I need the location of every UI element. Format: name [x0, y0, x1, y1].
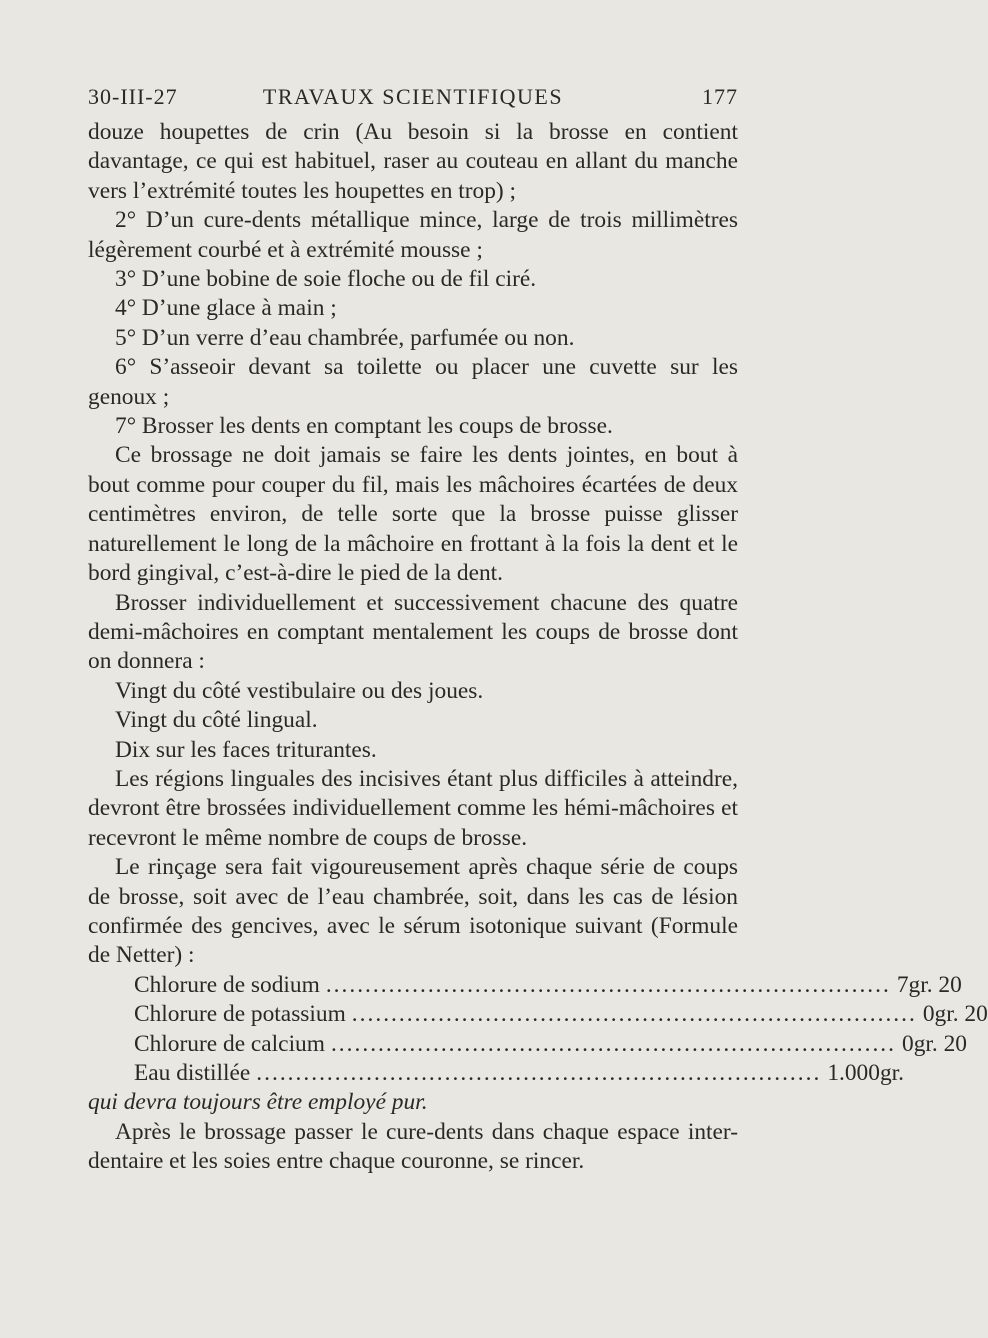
leader-dots: ........................................................................ [325, 971, 891, 998]
closing-paragraph: Après le brossage passer le cure-dents dans chaque espace inter-dentaire et les soies entre chaque couronne, se rincer. [88, 1118, 738, 1175]
paragraph: Brosser individuellement et successivement chacune des quatre demi-mâchoires en comptant mentalement les coups de brosse dont on donnera : [88, 589, 738, 675]
formula-unit: gr. 20 [913, 1030, 967, 1057]
paragraph: Vingt du côté lingual. [115, 707, 318, 734]
header-date: 30-III-27 [88, 84, 178, 109]
page-body [88, 118, 988, 1177]
paragraph: Ce brossage ne doit jamais se faire les dents jointes, en bout à bout comme pour couper du fil, mais les mâchoires écartées de deux centimètres environ, de telle sorte que la brosse puisse glisser naturellement le long de la mâchoire en frottant à la fois la dent et le bord gingival, c’est-à-dire le pied de la dent. [88, 442, 738, 587]
formula-quantity: 7 [896, 971, 909, 998]
paragraph: Les régions linguales des incisives étant plus difficiles à atteindre, devront être brossées individuellement comme les hémi-mâchoires et recevront le même nombre de coups de brosse. [88, 765, 738, 851]
formula-unit: gr. 20 [934, 1001, 988, 1028]
formula-quantity: 1.000 [827, 1059, 880, 1086]
paragraph: Vingt du côté vestibulaire ou des joues. [115, 677, 484, 704]
formula-ingredient: Eau distillée [134, 1059, 251, 1086]
list-item-6: 6° S’asseoir devant sa toilette ou placer une cuvette sur les genoux ; [88, 354, 738, 410]
formula-note: qui devra toujours être employé pur. [88, 1089, 428, 1116]
formula-ingredient: Chlorure de calcium [134, 1030, 325, 1057]
formula-row [134, 1000, 988, 1029]
formula-quantity: 0 [922, 1001, 935, 1028]
leader-dots: ........................................................................ [256, 1059, 822, 1086]
leader-dots: ........................................................................ [330, 1030, 896, 1057]
list-item-5: 5° D’un verre d’eau chambrée, parfumée ou non. [115, 324, 575, 351]
paragraph: Le rinçage sera fait vigoureusement après chaque série de coups de brosse, soit avec de l’eau chambrée, soit, dans les cas de lésion confirmée des gencives, avec le sérum isotonique suivant (Formule de Netter) : [88, 854, 738, 969]
formula-row [134, 1059, 904, 1088]
formula-table [88, 971, 988, 1089]
paragraph: Dix sur les faces triturantes. [115, 736, 377, 763]
list-item-3: 3° D’une bobine de soie floche ou de fil ciré. [115, 266, 537, 293]
list-item-4: 4° D’une glace à main ; [115, 295, 337, 322]
paragraph: douze houpettes de crin (Au besoin si la brosse en contient davantage, ce qui est habituel, raser au couteau en allant du manche vers l’extrémité toutes les houpettes en trop) ; [88, 119, 738, 204]
formula-unit: gr. [879, 1059, 904, 1086]
formula-unit: gr. 20 [908, 971, 962, 998]
list-item-7: 7° Brosser les dents en comptant les coups de brosse. [115, 413, 613, 440]
list-item-2: 2° D’un cure-dents métallique mince, large de trois millimètres légèrement courbé et à extrémité mousse ; [88, 207, 738, 263]
formula-row [134, 1030, 967, 1059]
formula-quantity: 0 [901, 1030, 914, 1057]
formula-ingredient: Chlorure de sodium [134, 971, 320, 998]
formula-ingredient: Chlorure de potassium [134, 1001, 346, 1028]
header-title: TRAVAUX SCIENTIFIQUES [262, 84, 564, 109]
leader-dots: ........................................................................ [351, 1001, 917, 1028]
running-header [88, 84, 738, 116]
page-number: 177 [702, 84, 738, 109]
formula-row [134, 971, 962, 1000]
